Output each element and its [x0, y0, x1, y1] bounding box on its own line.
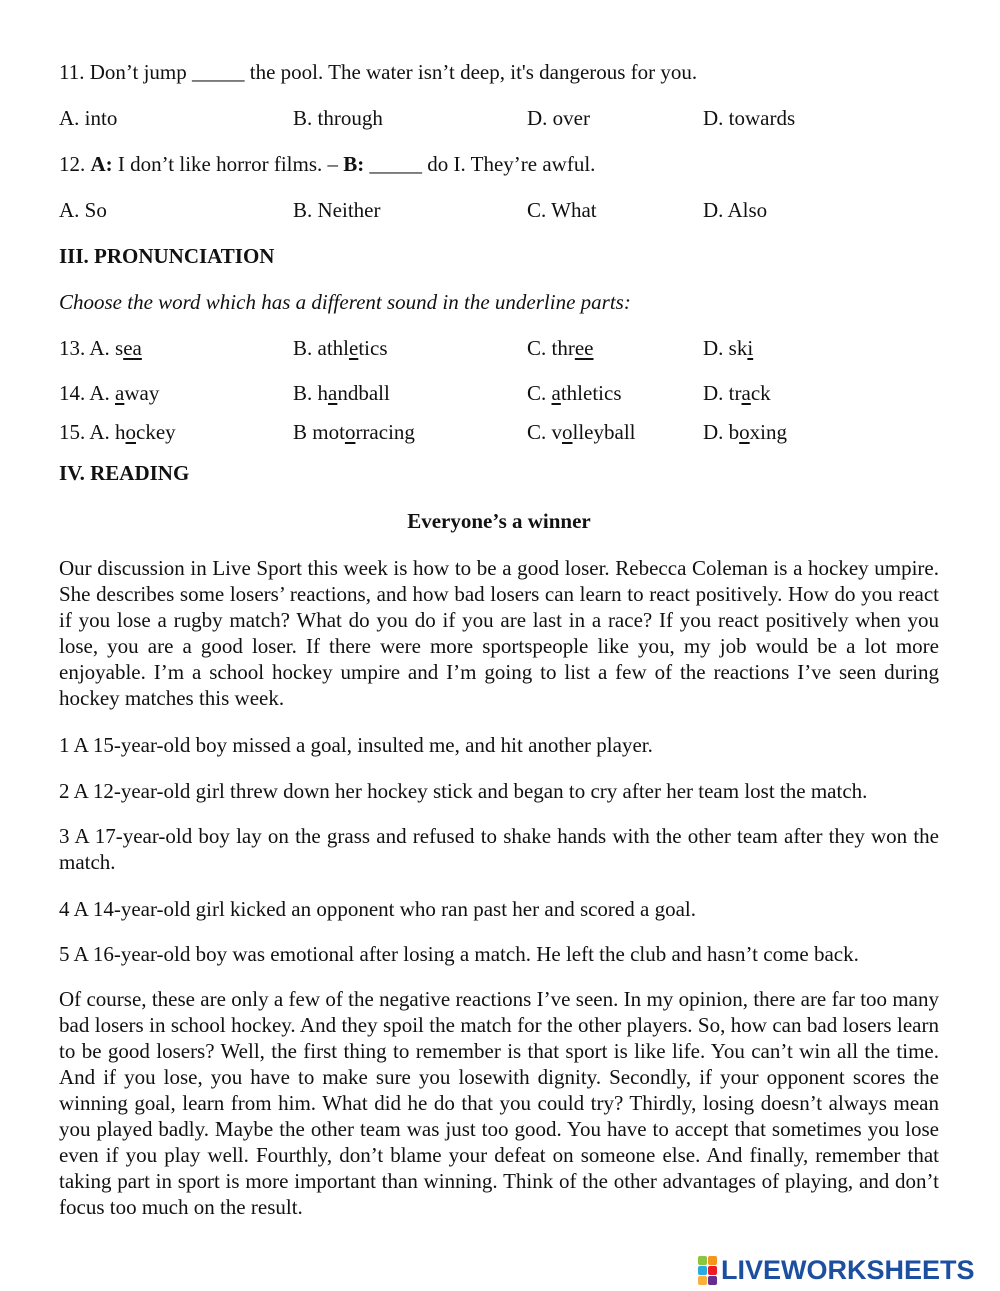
- q15-option-a: 15. A. hockey: [59, 420, 176, 444]
- q13-option-a: 13. A. sea: [59, 336, 142, 360]
- q12-option-b: B. Neither: [293, 198, 381, 222]
- q13-option-c: C. three: [527, 336, 594, 360]
- q13-option-d: D. ski: [703, 336, 754, 360]
- liveworksheets-mark-icon: [698, 1256, 717, 1285]
- q15-option-c: C. volleyball: [527, 420, 636, 444]
- reading-list-item-4: 4 A 14-year-old girl kicked an opponent who ran past her and scored a goal.: [59, 897, 696, 921]
- q12-option-c: C. What: [527, 198, 597, 222]
- reading-list-item-3: 3 A 17-year-old boy lay on the grass and refused to shake hands with the other team after they won the match.: [59, 824, 939, 874]
- reading-intro-paragraph: Our discussion in Live Sport this week is how to be a good loser. Rebecca Coleman is a hockey umpire. She describes some losers’ reactions, and how bad losers can learn to react positively. How do you react if you lose a rugby match? What do you do if you are last in a race? If you react positively when you lose, you are a good loser. If there were more sportspeople like you, my job would be a lot more enjoyable. I’m a school hockey umpire and I’m going to list a few of the reactions I’ve seen during hockey matches this week.: [59, 556, 939, 710]
- q14-option-d: D. track: [703, 381, 771, 405]
- q15-option-b: B motorracing: [293, 420, 415, 444]
- reading-conclusion-paragraph: Of course, these are only a few of the negative reactions I’ve seen. In my opinion, there are far too many bad losers in school hockey. And they spoil the match for the other players. So, how can bad losers learn to be good losers? Well, the first thing to remember is that sport is like life. You can’t win all the time. And if you lose, you have to make sure you losewith dignity. Secondly, if your opponent scores the winning goal, learn from him. What did he do that you could try? Thirdly, losing doesn’t always mean you played badly. Maybe the other team was just too good. You have to accept that sometimes you lose even if you play well. Fourthly, don’t blame your defeat on someone else. And finally, remember that taking part in sport is more important than winning. Think of the other advantages of playing, and don’t focus too much on the result.: [59, 987, 939, 1219]
- reading-list-item-2: 2 A 12-year-old girl threw down her hockey stick and began to cry after her team lost the match.: [59, 779, 868, 803]
- q12-option-d: D. Also: [703, 198, 768, 222]
- reading-heading: IV. READING: [59, 461, 190, 485]
- pronunciation-heading: III. PRONUNCIATION: [59, 244, 275, 268]
- q14-option-a: 14. A. away: [59, 381, 160, 405]
- q12-speaker-b: B:: [343, 152, 365, 176]
- reading-list-item-5: 5 A 16-year-old boy was emotional after losing a match. He left the club and hasn’t come back.: [59, 942, 859, 966]
- q14-option-b: B. handball: [293, 381, 390, 405]
- reading-list-item-1: 1 A 15-year-old boy missed a goal, insulted me, and hit another player.: [59, 733, 653, 757]
- q11-option-a: A. into: [59, 106, 118, 130]
- q12-line-a: I don’t like horror films. –: [112, 152, 344, 176]
- q12-number: 12.: [59, 152, 91, 176]
- q14-option-c: C. athletics: [527, 381, 622, 405]
- q11-option-b: B. through: [293, 106, 383, 130]
- liveworksheets-logo-text: LIVEWORKSHEETS: [721, 1254, 975, 1285]
- liveworksheets-logo: [698, 1255, 975, 1285]
- q12-line-b: _____ do I. They’re awful.: [364, 152, 596, 176]
- q12-option-a: A. So: [59, 198, 107, 222]
- q12-speaker-a: A:: [90, 152, 113, 176]
- question-12-stem: [59, 152, 595, 176]
- question-11-stem: 11. Don’t jump _____ the pool. The water isn’t deep, it's dangerous for you.: [59, 60, 698, 84]
- reading-title: Everyone’s a winner: [407, 509, 591, 533]
- q11-option-c: D. over: [527, 106, 590, 130]
- pronunciation-instruction: Choose the word which has a different sound in the underline parts:: [59, 290, 631, 314]
- q13-option-b: B. athletics: [293, 336, 388, 360]
- q15-option-d: D. boxing: [703, 420, 788, 444]
- q11-option-d: D. towards: [703, 106, 796, 130]
